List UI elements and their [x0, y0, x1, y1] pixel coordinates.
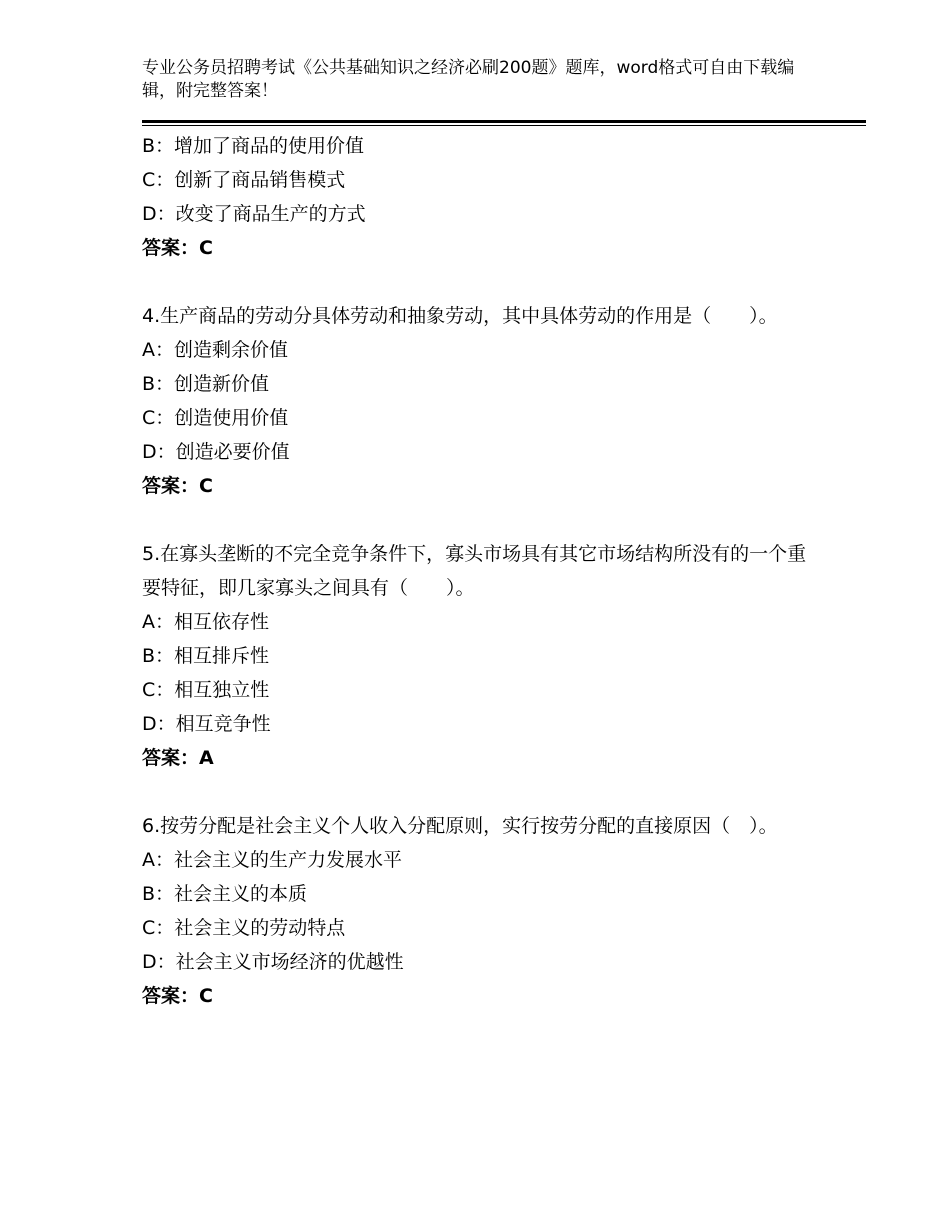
option-c: C：相互独立性 [142, 679, 270, 701]
answer: 答案：C [142, 237, 213, 259]
answer: 答案：A [142, 747, 214, 769]
option-b: B：增加了商品的使用价值 [142, 135, 365, 157]
spacer [142, 503, 812, 537]
option-a: A：社会主义的生产力发展水平 [142, 849, 402, 871]
question-4 [142, 299, 812, 503]
spacer [142, 265, 812, 299]
document-header: 专业公务员招聘考试《公共基础知识之经济必刷200题》题库，word格式可自由下载编辑，附完整答案！ [142, 58, 795, 101]
option-a: A：创造剩余价值 [142, 339, 288, 361]
option-d: D：社会主义市场经济的优越性 [142, 951, 404, 973]
answer: 答案：C [142, 985, 213, 1007]
question-6 [142, 809, 812, 1013]
question-stem: 6.按劳分配是社会主义个人收入分配原则，实行按劳分配的直接原因（ ）。 [142, 815, 778, 837]
answer: 答案：C [142, 475, 213, 497]
option-d: D：相互竞争性 [142, 713, 271, 735]
option-d: D：创造必要价值 [142, 441, 290, 463]
option-a: A：相互依存性 [142, 611, 269, 633]
option-b: B：社会主义的本质 [142, 883, 308, 905]
header-rule-thin [142, 125, 866, 126]
question-stem: 5.在寡头垄断的不完全竞争条件下，寡头市场具有其它市场结构所没有的一个重要特征，即几家寡头之间具有（ ）。 [142, 543, 807, 599]
document-body [142, 129, 812, 1013]
option-c: C：社会主义的劳动特点 [142, 917, 346, 939]
option-c: C：创新了商品销售模式 [142, 169, 346, 191]
spacer [142, 775, 812, 809]
question-partial [142, 129, 812, 265]
option-b: B：创造新价值 [142, 373, 270, 395]
question-stem: 4.生产商品的劳动分具体劳动和抽象劳动，其中具体劳动的作用是（ ）。 [142, 305, 778, 327]
option-d: D：改变了商品生产的方式 [142, 203, 366, 225]
option-c: C：创造使用价值 [142, 407, 289, 429]
option-b: B：相互排斥性 [142, 645, 270, 667]
header-rule-thick [142, 120, 866, 123]
question-5 [142, 537, 812, 775]
